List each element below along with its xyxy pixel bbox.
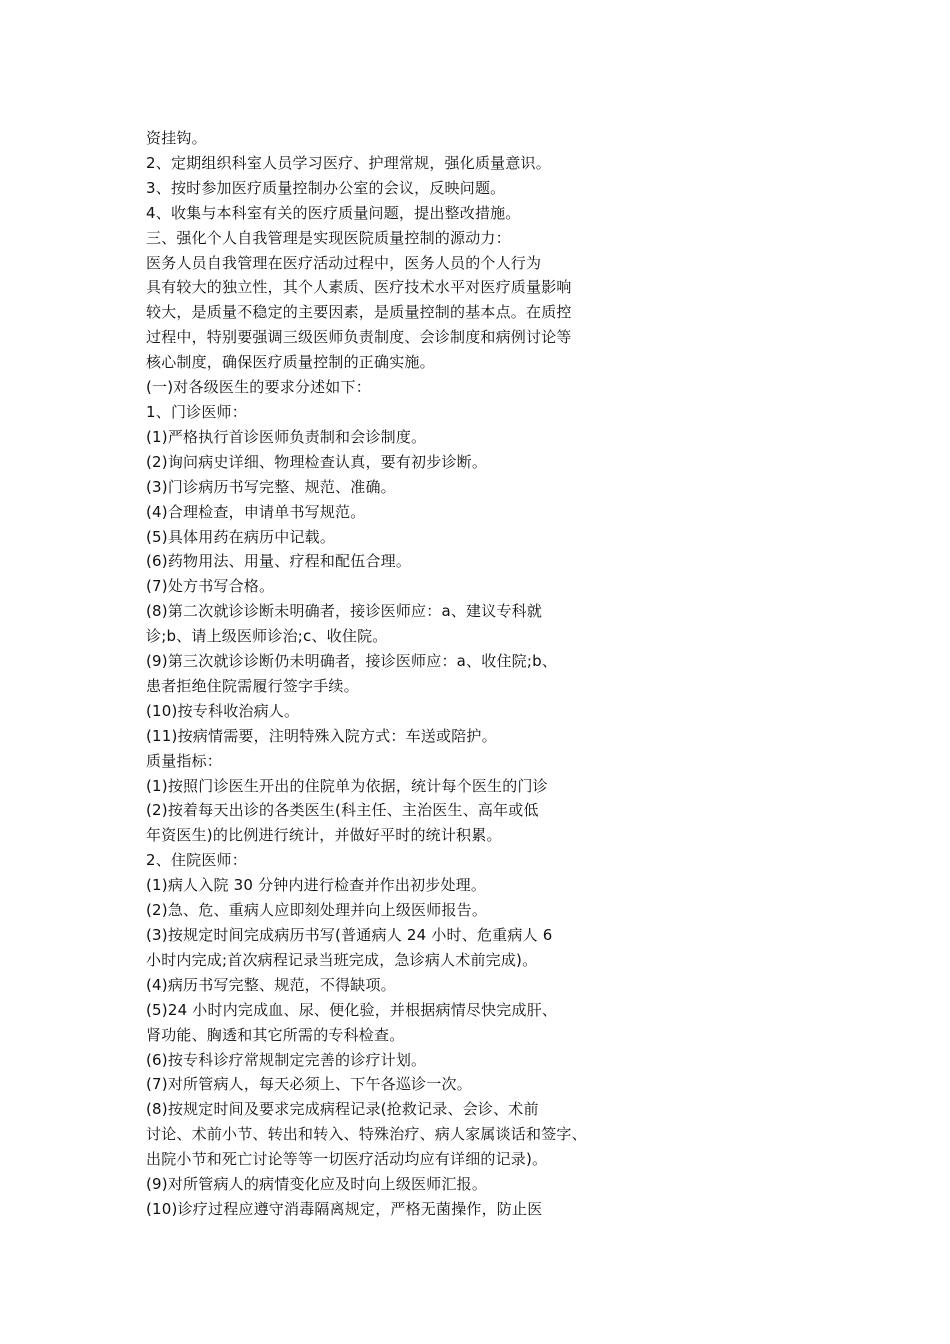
list-item: (4)合理检查，申请单书写规范。 [146,502,366,521]
list-item-continuation: 小时内完成;首次病程记录当班完成，急诊病人术前完成)。 [146,950,538,969]
list-item-continuation: 讨论、术前小节、转出和转入、特殊治疗、病人家属谈话和签字、 [146,1125,587,1144]
list-item: (9)第三次就诊诊断仍未明确者，接诊医师应：a、收住院;b、 [146,652,558,671]
list-item: (3)按规定时间完成病历书写(普通病人 24 小时、危重病人 6 [146,926,553,944]
list-item-continuation: 出院小节和死亡讨论等等一切医疗活动均应有详细的记录)。 [146,1150,548,1169]
text-line: 核心制度，确保医疗质量控制的正确实施。 [146,353,435,372]
list-item: (2)询问病史详细、物理检查认真，要有初步诊断。 [146,452,488,471]
list-item: (7)处方书写合格。 [146,577,275,596]
list-item: (10)按专科收治病人。 [146,701,300,720]
list-item: (1)严格执行首诊医师负责制和会诊制度。 [146,427,427,446]
list-item-continuation: 诊;b、请上级医师诊治;c、收住院。 [146,627,388,646]
text-line: 4、收集与本科室有关的医疗质量问题，提出整改措施。 [146,203,521,222]
list-item: (5)24 小时内完成血、尿、便化验，并根据病情尽快完成肝、 [146,1000,558,1019]
list-item-continuation: 年资医生)的比例进行统计，并做好平时的统计积累。 [146,826,502,845]
list-item: (6)药物用法、用量、疗程和配伍合理。 [146,552,412,571]
text-line: 具有较大的独立性，其个人素质、医疗技术水平对医疗质量影响 [146,278,572,297]
list-item: (10)诊疗过程应遵守消毒隔离规定，严格无菌操作，防止医 [146,1199,543,1218]
list-item: (1)按照门诊医生开出的住院单为依据，统计每个医生的门诊 [146,776,548,795]
document-body [146,126,846,1222]
list-heading: 1、门诊医师： [146,402,247,421]
list-item: (7)对所管病人，每天必须上、下午各巡诊一次。 [146,1075,472,1094]
section-heading: 三、强化个人自我管理是实现医院质量控制的源动力： [146,228,511,247]
text-line: 2、定期组织科室人员学习医疗、护理常规，强化质量意识。 [146,153,551,172]
list-item-continuation: 患者拒绝住院需履行签字手续。 [146,676,359,695]
list-item: (6)按专科诊疗常规制定完善的诊疗计划。 [146,1050,427,1069]
list-heading: 2、住院医师： [146,851,247,870]
text-line: 过程中，特别要强调三级医师负责制度、会诊制度和病例讨论等 [146,328,572,347]
text-line: 资挂钩。 [146,129,207,147]
list-item: (3)门诊病历书写完整、规范、准确。 [146,477,396,496]
list-item: (8)按规定时间及要求完成病程记录(抢救记录、会诊、术前 [146,1100,539,1119]
list-item: (2)急、危、重病人应即刻处理并向上级医师报告。 [146,901,488,920]
list-heading: 质量指标： [146,751,223,770]
list-item: (11)按病情需要，注明特殊入院方式：车送或陪护。 [146,726,497,745]
list-item: (9)对所管病人的病情变化应及时向上级医师汇报。 [146,1175,488,1194]
list-item: (1)病人入院 30 分钟内进行检查并作出初步处理。 [146,876,487,895]
list-item: (8)第二次就诊诊断未明确者，接诊医师应：a、建议专科就 [146,602,543,621]
list-item: (2)按着每天出诊的各类医生(科主任、主治医生、高年或低 [146,801,539,820]
text-line: 较大，是质量不稳定的主要因素，是质量控制的基本点。在质控 [146,303,572,322]
text-line: 3、按时参加医疗质量控制办公室的会议，反映问题。 [146,178,506,197]
list-item-continuation: 肾功能、胸透和其它所需的专科检查。 [146,1025,405,1044]
subsection-heading: (一)对各级医生的要求分述如下： [146,378,371,397]
text-line: 医务人员自我管理在医疗活动过程中，医务人员的个人行为 [146,253,542,272]
list-item: (5)具体用药在病历中记载。 [146,527,336,546]
list-item: (4)病历书写完整、规范，不得缺项。 [146,975,396,994]
